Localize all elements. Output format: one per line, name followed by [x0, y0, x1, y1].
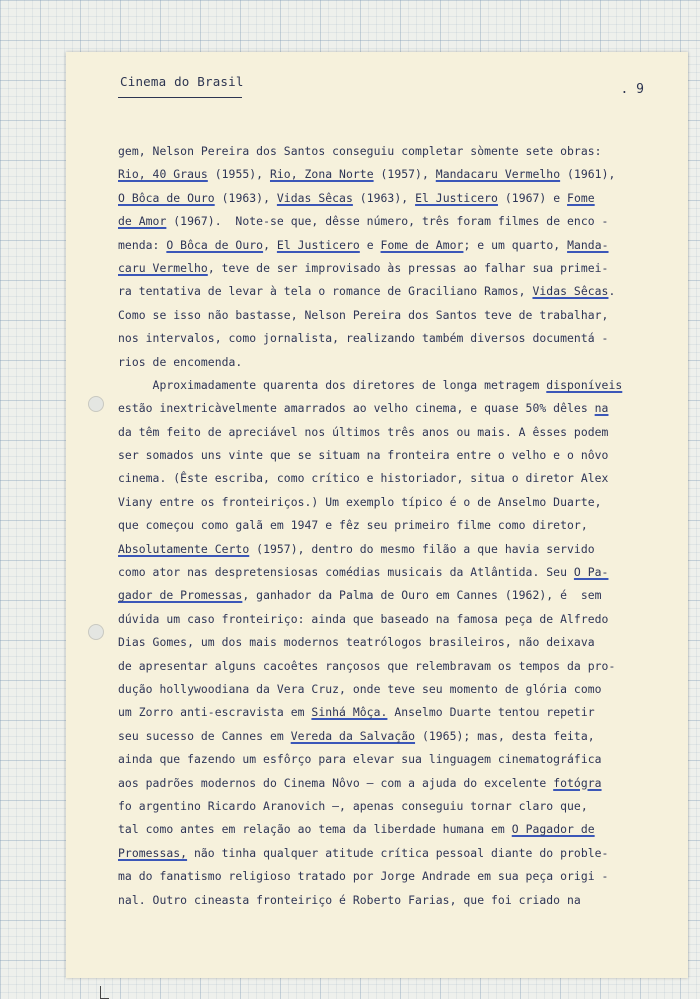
underlined-title: O Pagador de [511, 822, 595, 837]
text-line [118, 514, 654, 537]
text-segment: , teve de ser improvisado às pressas ao falhar sua primei- [207, 260, 609, 275]
text-segment: um Zorro anti-escravista em [118, 705, 312, 720]
text-segment: , [263, 237, 277, 252]
text-segment: Aproximadamente quarenta dos diretores de longa metragem [118, 377, 547, 392]
text-segment: (1967). Note-se que, dêsse número, três foram filmes de enco - [166, 214, 609, 229]
underlined-title: Vidas Sêcas [532, 284, 609, 299]
text-line [118, 467, 654, 490]
underlined-title: Promessas, [118, 845, 188, 860]
text-segment: Dias Gomes, um dos mais modernos teatrólogos brasileiros, não deixava [118, 635, 595, 650]
text-line [118, 140, 654, 163]
text-line [118, 351, 654, 374]
text-line [118, 584, 654, 607]
text-line [118, 772, 654, 795]
text-line [118, 491, 654, 514]
punch-hole [88, 624, 104, 640]
text-line [118, 421, 654, 444]
text-line [118, 257, 654, 280]
underlined-title: Rio, Zona Norte [269, 167, 374, 182]
underlined-title: Fome [567, 190, 595, 205]
text-line [118, 678, 654, 701]
text-segment: (1963), [214, 190, 277, 205]
underlined-title: Vidas Sêcas [276, 190, 353, 205]
running-header: Cinema do Brasil [120, 74, 244, 89]
underlined-title: Manda- [567, 237, 609, 252]
underlined-title: Rio, 40 Graus [118, 167, 208, 182]
text-segment: menda: [118, 237, 167, 252]
underlined-title: Absolutamente Certo [118, 541, 250, 556]
text-segment: rios de encomenda. [118, 354, 243, 369]
text-segment: tal como antes em relação ao tema da liberdade humana em [118, 822, 512, 837]
text-line [118, 538, 654, 561]
underlined-title: gador de Promessas [118, 588, 243, 603]
text-segment: da têm feito de apreciável nos últimos três anos ou mais. A êsses podem [118, 424, 609, 439]
underlined-title: na [594, 401, 609, 416]
text-segment: cinema. (Êste escriba, como crítico e historiador, situa o diretor Alex [118, 471, 609, 486]
text-segment: (1961), [560, 167, 616, 182]
text-line [118, 631, 654, 654]
text-segment: Anselmo Duarte tentou repetir [387, 705, 595, 720]
text-segment: ser somados uns vinte que se situam na fronteira entre o velho e o nôvo [118, 448, 609, 463]
text-line [118, 374, 654, 397]
text-segment: (1957), dentro do mesmo filão a que havia servido [249, 541, 595, 556]
corner-mark [100, 986, 109, 999]
text-line [118, 889, 654, 912]
text-segment: e [359, 237, 381, 252]
text-segment: Como se isso não bastasse, Nelson Pereira dos Santos teve de trabalhar, [118, 307, 609, 322]
text-line [118, 187, 654, 210]
text-segment: de apresentar alguns cacoêtes rançosos que relembravam os tempos da pro- [118, 658, 616, 673]
underlined-title: fotógra [553, 775, 602, 790]
text-line [118, 304, 654, 327]
text-segment: dução hollywoodiana da Vera Cruz, onde teve seu momento de glória como [118, 681, 602, 696]
punch-hole [88, 396, 104, 412]
text-segment: ma do fanatismo religioso tratado por Jorge Andrade em sua peça origi - [118, 869, 609, 884]
text-line [118, 865, 654, 888]
text-segment: nal. Outro cineasta fronteiriço é Roberto Farias, que foi criado na [118, 892, 581, 907]
text-segment: não tinha qualquer atitude crítica pessoal diante do proble- [187, 845, 609, 860]
underlined-title: Vereda da Salvação [290, 728, 416, 743]
text-line [118, 163, 654, 186]
text-segment: (1965); mas, desta feita, [415, 728, 595, 743]
underlined-title: O Bôca de Ouro [166, 237, 264, 252]
underlined-title: caru Vermelho [118, 260, 208, 275]
text-segment: (1967) e [497, 190, 568, 205]
text-line [118, 327, 654, 350]
text-segment: ra tentativa de levar à tela o romance de Graciliano Ramos, [118, 284, 533, 299]
text-segment: aos padrões modernos do Cinema Nôvo — com a ajuda do excelente [118, 775, 554, 790]
underlined-title: de Amor [118, 214, 167, 229]
underlined-title: O Pa- [573, 565, 609, 580]
text-line [118, 748, 654, 771]
underlined-title: El Justicero [276, 237, 360, 252]
text-segment: ; e um quarto, [463, 237, 568, 252]
underlined-title: El Justicero [415, 190, 498, 205]
text-line [118, 842, 654, 865]
header-underline [118, 97, 242, 98]
text-line [118, 397, 654, 420]
text-segment: gem, Nelson Pereira dos Santos conseguiu completar sòmente sete obras: [118, 144, 602, 158]
text-segment: ainda que fazendo um esfôrço para elevar sua linguagem cinematográfica [118, 752, 602, 767]
text-segment: (1955), [207, 167, 270, 182]
text-line [118, 561, 654, 584]
underlined-title: Fome de Amor [380, 237, 464, 252]
text-segment: (1963), [352, 190, 416, 205]
text-line [118, 818, 654, 841]
underlined-title: Mandacaru Vermelho [435, 167, 561, 182]
text-line [118, 444, 654, 467]
underlined-title: Sinhá Môça. [311, 705, 388, 720]
text-segment: seu sucesso de Cannes em [118, 728, 291, 743]
text-segment: (1957), [373, 167, 436, 182]
text-line [118, 795, 654, 818]
text-line [118, 725, 654, 748]
text-segment: Viany entre os fronteiriços.) Um exemplo típico é o de Anselmo Duarte, [118, 494, 602, 509]
text-segment: , ganhador da Palma de Ouro em Cannes (1962), é sem [242, 588, 602, 603]
text-segment: dúvida um caso fronteiriço: ainda que baseado na famosa peça de Alfredo [118, 611, 609, 626]
text-line [118, 234, 654, 257]
text-line [118, 608, 654, 631]
underlined-title: disponíveis [546, 377, 623, 392]
text-line [118, 280, 654, 303]
text-segment: . [608, 284, 616, 299]
text-line [118, 655, 654, 678]
document-page [66, 52, 688, 978]
text-segment: que começou como galã em 1947 e fêz seu primeiro filme como diretor, [118, 518, 588, 533]
text-segment: fo argentino Ricardo Aranovich —, apenas conseguiu tornar claro que, [118, 798, 588, 813]
text-segment: como ator nas despretensiosas comédias musicais da Atlântida. Seu [118, 565, 574, 580]
body-text [118, 140, 654, 912]
text-line [118, 701, 654, 724]
underlined-title: O Bôca de Ouro [118, 190, 215, 205]
text-segment: nos intervalos, como jornalista, realizando também diversos documentá - [118, 331, 609, 346]
page-number: . 9 [620, 82, 644, 97]
text-line [118, 210, 654, 233]
text-segment: estão inextricàvelmente amarrados ao velho cinema, e quase 50% dêles [118, 401, 595, 416]
